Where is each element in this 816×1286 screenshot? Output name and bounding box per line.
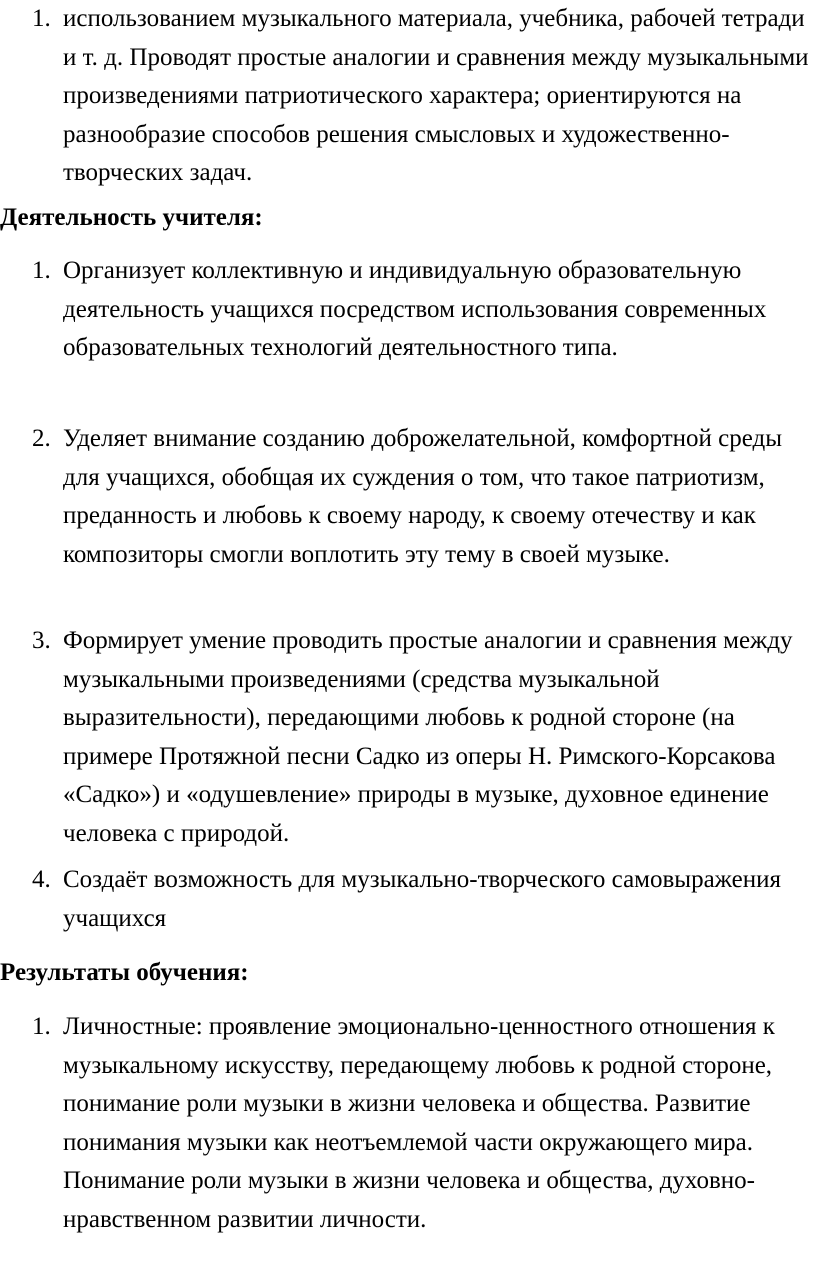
teacher-activity-list-3 — [0, 622, 816, 853]
list-item — [0, 252, 816, 368]
list-item-number: 1. — [32, 257, 51, 284]
list-item-number: 4. — [32, 866, 51, 893]
list-item-text: Личностные: проявление эмоционально-ценностного отношения к музыкальному искусству, передающему любовь к родной стороне, понимание роли музыки в жизни человека и общества. Развитие понимания музыки как неотъемлемой части окружающего мира. Понимание роли музыки в жизни человека и общества, духовно-нравственном развитии личности. — [63, 1013, 775, 1233]
list-item — [0, 1008, 816, 1239]
teacher-activity-list-4 — [0, 861, 816, 938]
list-item-text: использованием музыкального материала, учебника, рабочей тетради и т. д. Проводят простые аналогии и сравнения между музыкальными произведениями патриотического характера; ориентируются на разнообразие способов решения смысловых и художественно-творческих задач. — [63, 5, 809, 186]
list-item-number: 1. — [32, 1013, 51, 1040]
list-item-text: Уделяет внимание созданию доброжелательной, комфортной среды для учащихся, обобщая их суждения о том, что такое патриотизм, преданность и любовь к своему народу, к своему отечеству и как композиторы смогли воплотить эту тему в своей музыке. — [63, 425, 783, 568]
teacher-activity-list — [0, 252, 816, 368]
learning-results-list — [0, 1008, 816, 1239]
list-item-number: 2. — [32, 425, 51, 452]
list-item-number: 3. — [32, 627, 51, 654]
teacher-activity-heading: Деятельность учителя: — [0, 204, 263, 231]
list-item — [0, 420, 816, 574]
list-item-text: Организует коллективную и индивидуальную образовательную деятельность учащихся посредством использования современных образовательных технологий деятельностного типа. — [63, 257, 767, 361]
teacher-activity-list-2 — [0, 420, 816, 574]
list-item-number: 1. — [32, 5, 51, 32]
list-item-text: Формирует умение проводить простые аналогии и сравнения между музыкальными произведениями (средства музыкальной выразительности), передающими любовь к родной стороне (на примере Протяжной песни Садко из оперы Н. Римского-Корсакова «Садко») и «одушевление» природы в музыке, духовное единение человека с природой. — [63, 627, 793, 847]
list-item — [0, 861, 816, 938]
list-item — [0, 622, 816, 853]
list-item — [0, 0, 816, 193]
list-item-text: Создаёт возможность для музыкально-творческого самовыражения учащихся — [63, 866, 781, 932]
continued-list — [0, 0, 816, 193]
learning-results-heading: Результаты обучения: — [0, 959, 249, 986]
